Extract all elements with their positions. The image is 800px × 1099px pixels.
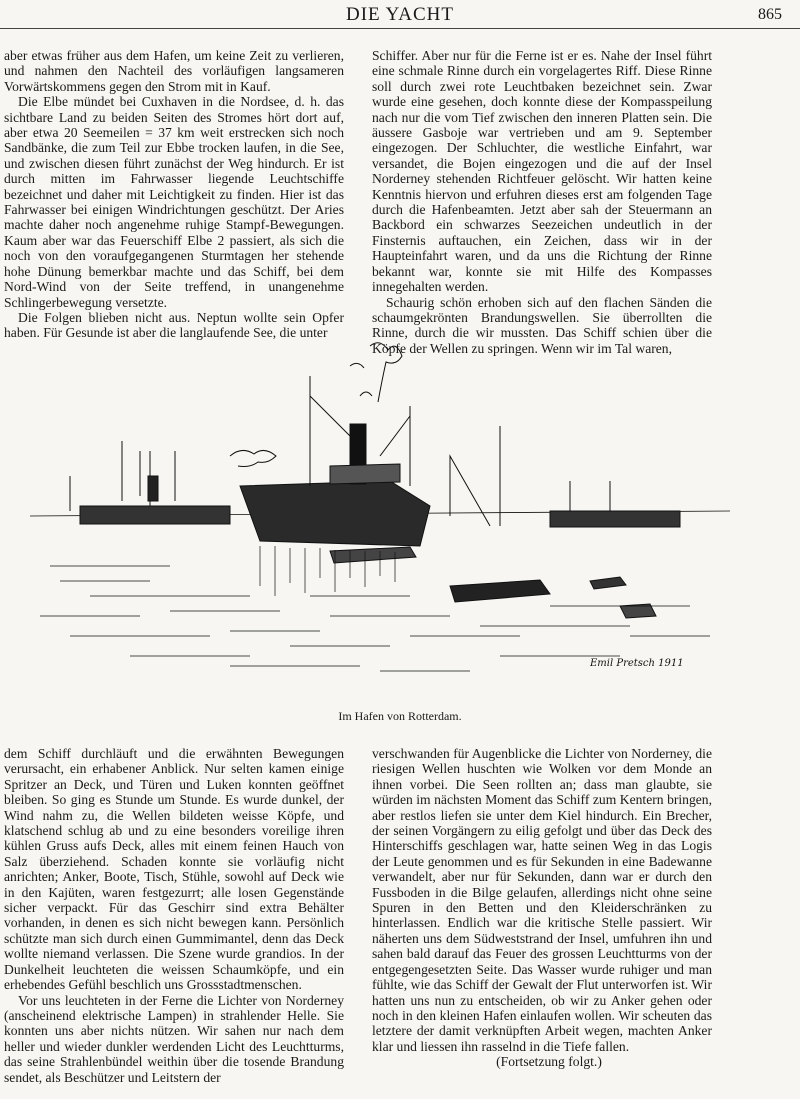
figure-caption: Im Hafen von Rotterdam. bbox=[338, 709, 462, 723]
page-header bbox=[0, 4, 800, 28]
paragraph: Die Folgen blieben nicht aus. Neptun wollte sein Opfer haben. Für Gesunde ist aber die langlaufende See, die unter bbox=[4, 309, 344, 341]
artist-signature: Emil Pretsch 1911 bbox=[590, 658, 684, 669]
continued-note: (Fortsetzung folgt.) bbox=[496, 1054, 602, 1070]
column-top-left bbox=[4, 48, 344, 341]
paragraph: dem Schiff durchläuft und die erwähnten Bewegungen verursacht, ein erhabener Anblick. Nur selten kamen einige Spritzer an Deck, und Türen und Luken konnten geöffnet bleiben. So ging es Stunde um Stunde. Es wurde dunkel, der Wind nahm zu, die Wellen bildeten weisse Köpfe, und klatschend schlug ab und zu eine besonders voreilige ihren kühlen Gruss aufs Deck, alles mit einem feinen Hauch von Salz überziehend. Schaden konnte sie vorläufig nicht anrichten; Anker, Boote, Tisch, Stühle, sowohl auf Deck wie in den Kajüten, waren festgezurrt; alle losen Gegenstände sicher verpackt. Für das Geschirr sind extra Behälter vorhanden, in denen es sich nicht bewegen kann. Persönlich schützte man sich durch einen Gummimantel, denn das Deck wollte niemand verlassen. Die Szene wurde grandios. In der Dunkelheit leuchteten die weissen Schaumköpfe, und ein erhebendes Gefühl beschlich uns Grossstadtmenschen. bbox=[4, 746, 344, 993]
column-top-right bbox=[372, 48, 712, 356]
paragraph: Schaurig schön erhoben sich auf den flachen Sänden die schaumgekrönten Brandungswellen. Sie überrollten die Rinne, durch die wir mussten. Das Schiff schien über die Köpfe der Wellen zu springen. Wenn wir im Tal waren, bbox=[372, 294, 712, 356]
paragraph: Vor uns leuchteten in der Ferne die Lichter von Norderney (anscheinend elektrische Lampen) in strahlender Helle. Sie konnten uns aber nichts nützen. Wir sahen nur nach dem heller und wieder dunkler werdenden Licht des Leuchtturms, das seine Strahlenbündel weithin über die tosende Brandung sendet, als Beschützer und Leitstern der bbox=[4, 992, 344, 1085]
header-rule bbox=[0, 28, 800, 29]
column-bottom-right bbox=[372, 746, 712, 1070]
column-bottom-left bbox=[4, 746, 344, 1085]
paragraph: aber etwas früher aus dem Hafen, um keine Zeit zu verlieren, und nahmen den Nachteil des vorläufigen langsameren Vorwärtskommens gegen den Strom mit in Kauf. bbox=[4, 48, 344, 94]
paragraph: Die Elbe mündet bei Cuxhaven in die Nordsee, d. h. das sichtbare Land zu beiden Seiten des Stromes hört dort auf, aber etwa 20 Seemeilen = 37 km weit erstrecken sich noch Sandbänke, die zum Teil zur Ebbe trocken laufen, in die See, und zwischen diesen führt zunächst der Weg hindurch. Er ist durch mitten im Fahrwasser liegende Leuchtschiffe bezeichnet und daher mit Leichtigkeit zu finden. Hier ist das Fahrwasser bei einigen Windrichtungen geschützt. Der Aries machte daher noch angenehme ruhige Stampf-Bewegungen. Kaum aber war das Feuerschiff Elbe 2 passiert, als sich die noch von den voraufgegangenen Sturmtagen her stehende hohe Dünung bemerkbar machte und das Schiff, bei dem Nord-Wind von der Seite treffend, in unangenehme Schlingerbewegung versetzte. bbox=[4, 94, 344, 310]
page-number: 865 bbox=[758, 6, 782, 23]
paragraph: verschwanden für Augenblicke die Lichter von Norderney, die riesigen Wellen huschten wie Wolken vor dem Monde an ihnen vorbei. Die Seen rollten an; dass man glaubte, sie würden im nächsten Moment das Schiff zum Kentern bringen, aber restlos liefen sie unter dem Kiel hindurch. Ein Brecher, der seinen Vorgängern zu eilig gefolgt und über das Deck des Hinterschiffs geschlagen war, hatte seinen Weg in das Logis der Leute genommen und es für Sekunden in eine Badewanne verwandelt, aber nur für Sekunden, dann war er durch den Fussboden in die Bilge gelaufen, allerdings nicht ohne seine Spuren in den Betten und den Kleiderschränken zu hinterlassen. Endlich war die kritische Stelle passiert. Wir näherten uns dem Südweststrand der Insel, umfuhren ihn und sahen bald darauf das Feuer des grossen Leuchtturms von der entgegengesetzten Seite. Das Wasser wurde ruhiger und man fühlte, wie das Schiff der Gewalt der Flut unterworfen ist. Wir hatten uns nun zu entscheiden, ob wir zu Anker gehen oder noch in den kleinen Hafen einlaufen wollen. Wir scheuten das letztere der damit verknüpften Arbeit wegen, machten Anker klar und liessen ihn rasselnd in die Tiefe fallen. bbox=[372, 746, 712, 1054]
paragraph: Schiffer. Aber nur für die Ferne ist er es. Nahe der Insel führt eine schmale Rinne durch ein vorgelagertes Riff. Diese Rinne soll durch zwei rote Leuchtbaken bezeichnet sein. Zwar wurde eine gesehen, doch konnte diese der Kompasspeilung nach nur die vom Tief zwischen den inneren Platten sein. Die äussere Gasboje war vertrieben und am 9. September eingezogen. Der Schluchter, die westliche Einfahrt, war versandet, die Bojen eingezogen und die auf der Insel Norderney stehenden Richtfeuer gelöscht. Wir hatten keine Kenntnis hiervon und erfuhren dieses erst am folgenden Tage durch die Hafenbeamten. Jetzt aber sah der Steuermann an Backbord ein schwarzes Seezeichen undeutlich in der Finsternis auftauchen, ein Zeichen, dass wir in der Haupteinfahrt waren, und da uns die Richtung der Rinne bekannt war, konnte sie mit Hilfe des Kompasses innegehalten werden. bbox=[372, 48, 712, 295]
harbor-illustration bbox=[30, 336, 730, 696]
running-title: DIE YACHT bbox=[345, 4, 455, 25]
